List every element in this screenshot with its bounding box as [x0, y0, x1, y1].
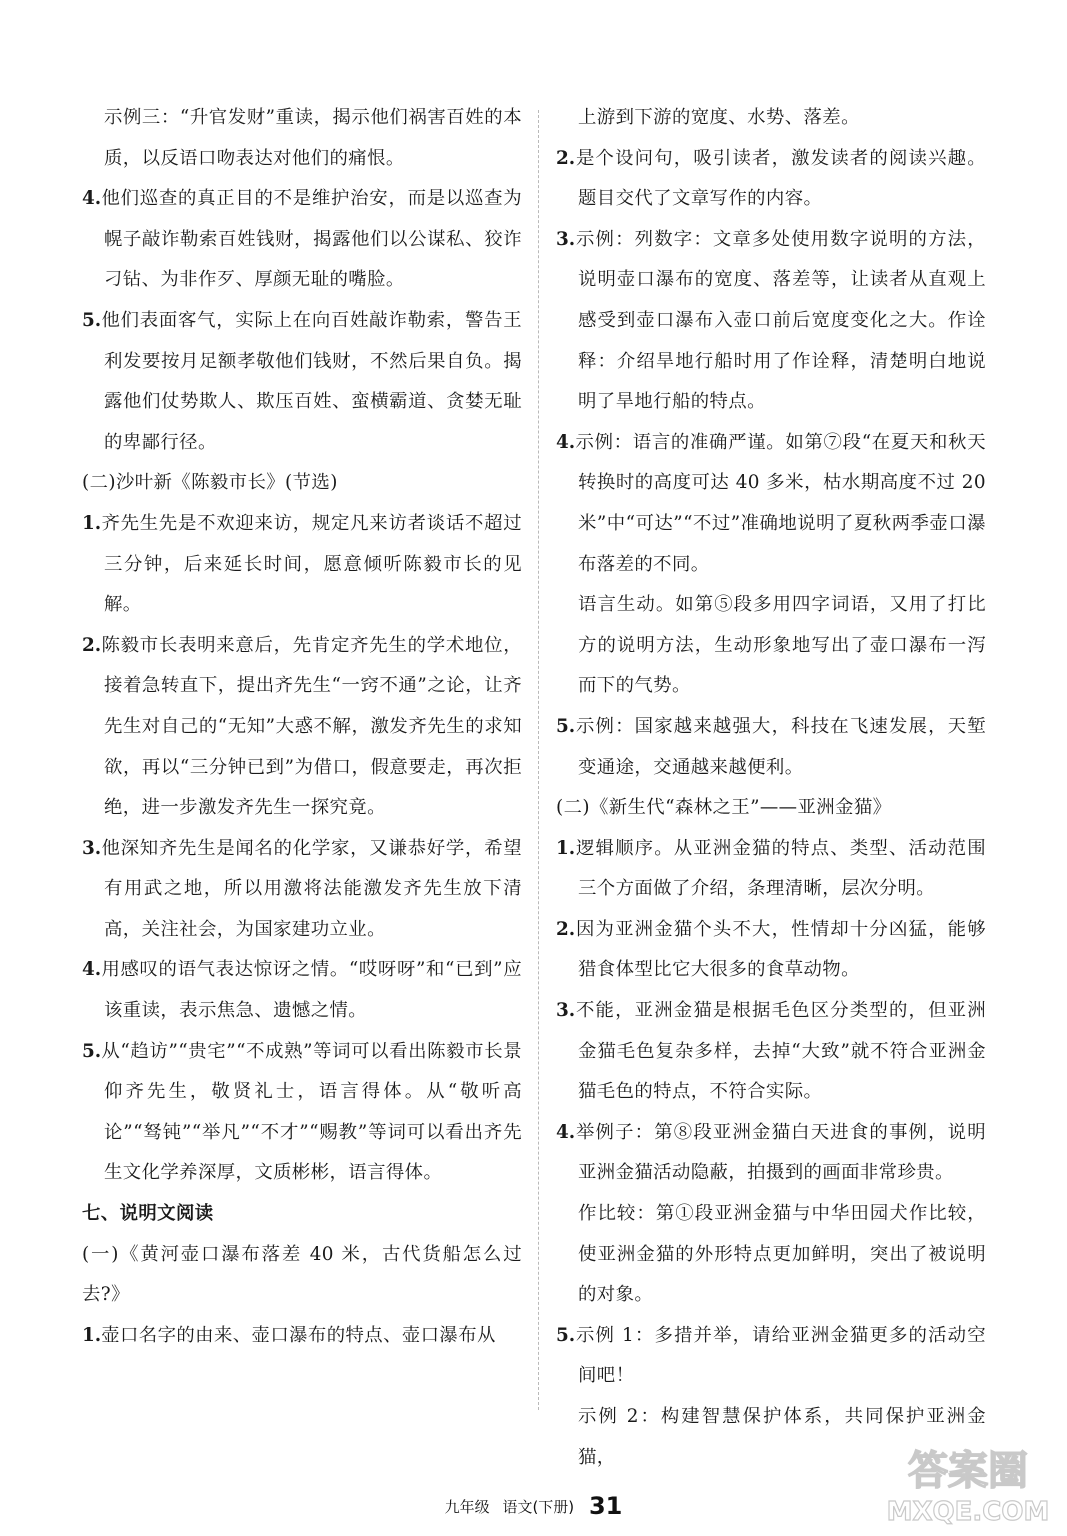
item-number: 5.: [556, 715, 576, 737]
answer-item: [556, 1316, 986, 1397]
answer-item: [556, 829, 986, 910]
item-number: 1.: [82, 512, 102, 534]
item-text: 示例：列数字：文章多处使用数字说明的方法，说明壶口瀑布的宽度、落差等，让读者从直观上感受到壶口瀑布入壶口前后宽度变化之大。作诠释：介绍旱地行船时用了作诠释，清楚明白地说明了旱地行船的特点。: [575, 228, 986, 413]
item-number: 2.: [556, 918, 576, 940]
answer-item: [82, 950, 522, 1031]
item-text: 陈毅市长表明来意后，先肯定齐先生的学术地位，接着急转直下，提出齐先生“一窍不通”之论，让齐先生对自己的“无知”大惑不解，激发齐先生的求知欲，再以“三分钟已到”为借口，假意要走，再次拒绝，进一步激发齐先生一探究竟。: [101, 634, 522, 819]
section-heading: 七、说明文阅读: [82, 1203, 214, 1225]
paragraph: 语言生动。如第⑤段多用四字词语，又用了打比方的说明方法，生动形象地写出了壶口瀑布一泻而下的气势。: [578, 594, 986, 697]
item-number: 5.: [82, 309, 102, 331]
item-number: 3.: [556, 1000, 576, 1022]
paragraph: 示例三：“升官发财”重读，揭示他们祸害百姓的本质，以反语口吻表达对他们的痛恨。: [104, 107, 522, 169]
right-column: [556, 98, 986, 1478]
watermark-text-1: 答案圈: [908, 1448, 1028, 1494]
item-text: 逻辑顺序。从亚洲金猫的特点、类型、活动范围三个方面做了介绍，条理清晰，层次分明。: [575, 837, 986, 900]
answer-item: [556, 1113, 986, 1194]
item-text: 他们表面客气，实际上在向百姓敲诈勒索，警告王利发要按月足额孝敬他们钱财，不然后果自负。揭露他们仗势欺人、欺压百姓、蛮横霸道、贪婪无耻的卑鄙行径。: [101, 309, 522, 453]
footer-grade: 九年级: [444, 1498, 490, 1516]
page-number: 31: [588, 1492, 623, 1520]
item-text: 因为亚洲金猫个头不大，性情却十分凶猛，能够猎食体型比它大很多的食草动物。: [575, 918, 986, 981]
left-column: [82, 98, 522, 1356]
item-number: 5.: [556, 1324, 576, 1346]
item-text: 举例子：第⑧段亚洲金猫白天进食的事例，说明亚洲金猫活动隐蔽，拍摄到的画面非常珍贵。: [575, 1121, 986, 1184]
item-number: 2.: [82, 634, 102, 656]
subsection-heading: (一)《黄河壶口瀑布落差 40 米，古代货船怎么过去?》: [82, 1243, 522, 1306]
subsection-heading: (二)沙叶新《陈毅市长》(节选): [82, 472, 338, 494]
answer-item: [82, 301, 522, 463]
answer-item: [82, 1032, 522, 1194]
footer-subject: 语文(下册): [502, 1498, 575, 1516]
item-text: 不能，亚洲金猫是根据毛色区分类型的，但亚洲金猫毛色复杂多样，去掉“大致”就不符合亚洲金猫毛色的特点，不符合实际。: [575, 1000, 986, 1103]
item-text: 他们巡查的真正目的不是维护治安，而是以巡查为幌子敲诈勒索百姓钱财，揭露他们以公谋私、狡诈刁钻、为非作歹、厚颜无耻的嘴脸。: [101, 188, 522, 291]
item-number: 1.: [82, 1324, 102, 1346]
item-number: 4.: [82, 188, 102, 210]
item-text: 示例 1：多措并举，请给亚洲金猫更多的活动空间吧！: [575, 1324, 986, 1387]
item-text: 从“趋访”“贵宅”“不成熟”等词可以看出陈毅市长景仰齐先生，敬贤礼士，语言得体。从“敬听高论”“驽钝”“举凡”“不才”“赐教”等词可以看出齐先生文化学养深厚，文质彬彬，语言得体。: [101, 1040, 522, 1184]
answer-item: [556, 910, 986, 991]
item-number: 4.: [556, 1121, 576, 1143]
answer-item: [556, 139, 986, 220]
answer-item: [82, 504, 522, 626]
item-text: 用感叹的语气表达惊讶之情。“哎呀呀”和“已到”应该重读，表示焦急、遗憾之情。: [101, 959, 522, 1022]
item-text: 齐先生先是不欢迎来访，规定凡来访者谈话不超过三分钟，后来延长时间，愿意倾听陈毅市长的见解。: [101, 512, 522, 616]
item-number: 4.: [556, 431, 576, 453]
paragraph: 上游到下游的宽度、水势、落差。: [578, 107, 860, 128]
watermark-text-2: MXQE.COM: [886, 1497, 1050, 1527]
item-text: 示例：国家越来越强大，科技在飞速发展，天堑变通途，交通越来越便利。: [575, 715, 986, 778]
watermark-logo: [878, 1440, 1058, 1530]
answer-item: [82, 626, 522, 829]
item-text: 壶口名字的由来、壶口瀑布的特点、壶口瀑布从: [101, 1324, 496, 1346]
item-text: 他深知齐先生是闻名的化学家，又谦恭好学，希望有用武之地，所以用激将法能激发齐先生放下清高，关注社会，为国家建功立业。: [101, 837, 522, 940]
answer-item: [556, 220, 986, 423]
answer-item: [556, 423, 986, 585]
subsection-heading: (二)《新生代“森林之王”——亚洲金猫》: [556, 797, 892, 819]
item-number: 1.: [556, 837, 576, 859]
answer-item: [82, 829, 522, 951]
column-divider: [538, 110, 539, 1410]
item-number: 5.: [82, 1040, 102, 1062]
item-number: 4.: [82, 959, 102, 981]
answer-item: [82, 1316, 522, 1357]
answer-item: [556, 707, 986, 788]
paragraph: 示例 2：构建智慧保护体系，共同保护亚洲金猫，: [578, 1406, 986, 1468]
item-number: 3.: [556, 228, 576, 250]
item-text: 示例：语言的准确严谨。如第⑦段“在夏天和秋天转换时的高度可达 40 多米，枯水期高度不过 20 米”中“可达”“不过”准确地说明了夏秋两季壶口瀑布落差的不同。: [575, 431, 986, 575]
item-number: 3.: [82, 837, 102, 859]
item-text: 是个设问句，吸引读者，激发读者的阅读兴趣。题目交代了文章写作的内容。: [575, 147, 986, 210]
answer-item: [82, 179, 522, 301]
answer-item: [556, 991, 986, 1113]
item-number: 2.: [556, 147, 576, 169]
paragraph: 作比较：第①段亚洲金猫与中华田园犬作比较，使亚洲金猫的外形特点更加鲜明，突出了被说明的对象。: [578, 1203, 986, 1306]
